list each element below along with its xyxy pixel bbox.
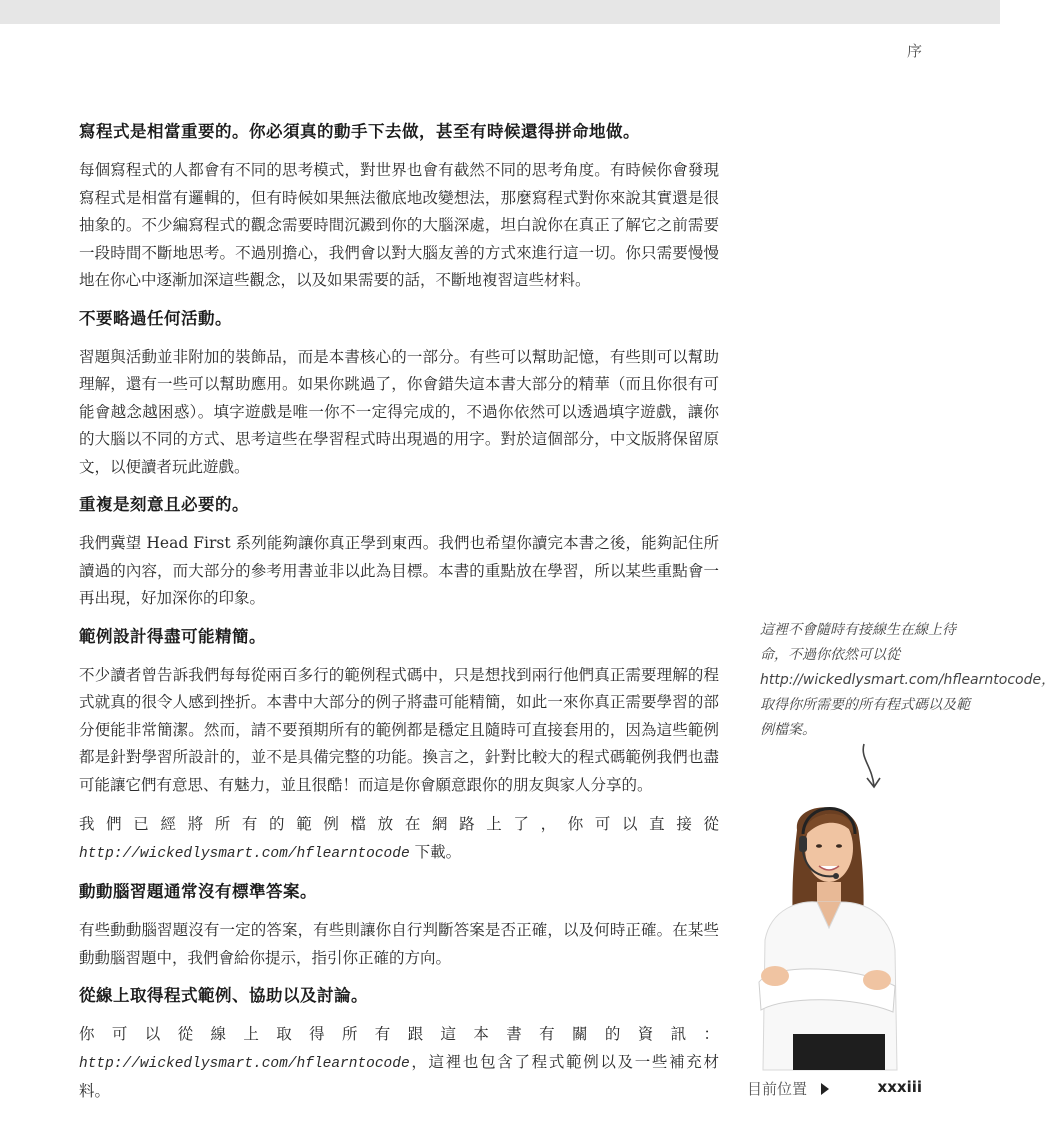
heading-coding-important: 寫程式是相當重要的。你必須真的動手下去做，甚至有時候還得拼命地做。 xyxy=(79,122,640,141)
section-label: 序 xyxy=(906,42,922,60)
download-url[interactable]: http://wickedlysmart.com/hflearntocode xyxy=(79,845,410,862)
paragraph-repetition: 我們冀望 Head First 系列能夠讓你真正學到東西。我們也希望你讀完本書之後，能夠記住所讀過的內容，而大部分的參考用書並非以此為目標。本書的重點放在學習，所以某些重點會一再出現，好加深你的印象。 xyxy=(79,534,719,607)
paragraph-coding-important: 每個寫程式的人都會有不同的思考模式，對世界也會有截然不同的思考角度。有時候你會發現寫程式是相當有邏輯的，但有時候如果無法徹底地改變想法，那麼寫程式對你來說其實還是很抽象的。不少編寫程式的觀念需要時間沉澱到你的大腦深處，坦白說你在真正了解它之前需要一段時間不斷地思考。不過別擔心，我們會以對大腦友善的方式來進行這一切。你只需要慢慢地在你心中逐漸加深這些觀念，以及如果需要的話，不斷地複習這些材料。 xyxy=(79,161,719,289)
footer-navigation[interactable] xyxy=(747,1078,829,1099)
top-bar xyxy=(0,0,1000,24)
curved-arrow-icon xyxy=(858,742,898,792)
heading-brain-power: 動動腦習題通常沒有標準答案。 xyxy=(79,882,317,901)
paragraph-online: 你可以從線上取得所有跟這本書有關的資訊：http://wickedlysmart.com/hflearntocode，這裡也包含了程式範例以及一些補充材料。 xyxy=(79,1025,719,1100)
page-number: xxxiii xyxy=(877,1078,922,1096)
support-operator-illustration xyxy=(745,790,905,1070)
paragraph-download: 我們已經將所有的範例檔放在網路上了，你可以直接從 http://wickedlysmart.com/hflearntocode 下載。 xyxy=(79,815,719,862)
online-url[interactable]: http://wickedlysmart.com/hflearntocode xyxy=(79,1055,410,1072)
heading-repetition: 重複是刻意且必要的。 xyxy=(79,495,249,514)
paragraph-brain-power: 有些動動腦習題沒有一定的答案，有些則讓你自行判斷答案是否正確，以及何時正確。在某些動動腦習題中，我們會給你提示，指引你正確的方向。 xyxy=(79,921,719,967)
main-content xyxy=(79,120,719,1118)
side-note: 這裡不會隨時有接線生在線上待命，不過你依然可以從 http://wickedlysmart.com/hflearntocode，取得你所需要的所有程式碼以及範例檔案。 xyxy=(760,622,1055,738)
paragraph-examples: 不少讀者曾告訴我們每每從兩百多行的範例程式碼中，只是想找到兩行他們真正需要理解的程式就真的很令人感到挫折。本書中大部分的例子將盡可能精簡，如此一來你真正需要學習的部分便能非常簡潔。然而，請不要預期所有的範例都是穩定且隨時可直接套用的，因為這些範例都是針對學習所設計的，並不是具備完整的功能。換言之，針對比較大的程式碼範例我們也盡可能讓它們有意思、有魅力，並且很酷！而這是你會願意跟你的朋友與家人分享的。 xyxy=(79,665,719,794)
footer-nav-label: 目前位置 xyxy=(747,1080,808,1098)
heading-examples: 範例設計得盡可能精簡。 xyxy=(79,626,266,646)
heading-online: 從線上取得程式範例、協助以及討論。 xyxy=(79,986,368,1005)
right-triangle-icon xyxy=(821,1083,829,1095)
paragraph-no-skip: 習題與活動並非附加的裝飾品，而是本書核心的一部分。有些可以幫助記憶，有些則可以幫助理解，還有一些可以幫助應用。如果你跳過了，你會錯失這本書大部分的精華（而且你很有可能會越念越困惑）。填字遊戲是唯一你不一定得完成的，不過你依然可以透過填字遊戲，讓你的大腦以不同的方式、思考這些在學習程式時出現過的用字。對於這個部分，中文版將保留原文，以便讀者玩此遊戲。 xyxy=(79,347,719,476)
heading-no-skip: 不要略過任何活動。 xyxy=(79,308,232,328)
